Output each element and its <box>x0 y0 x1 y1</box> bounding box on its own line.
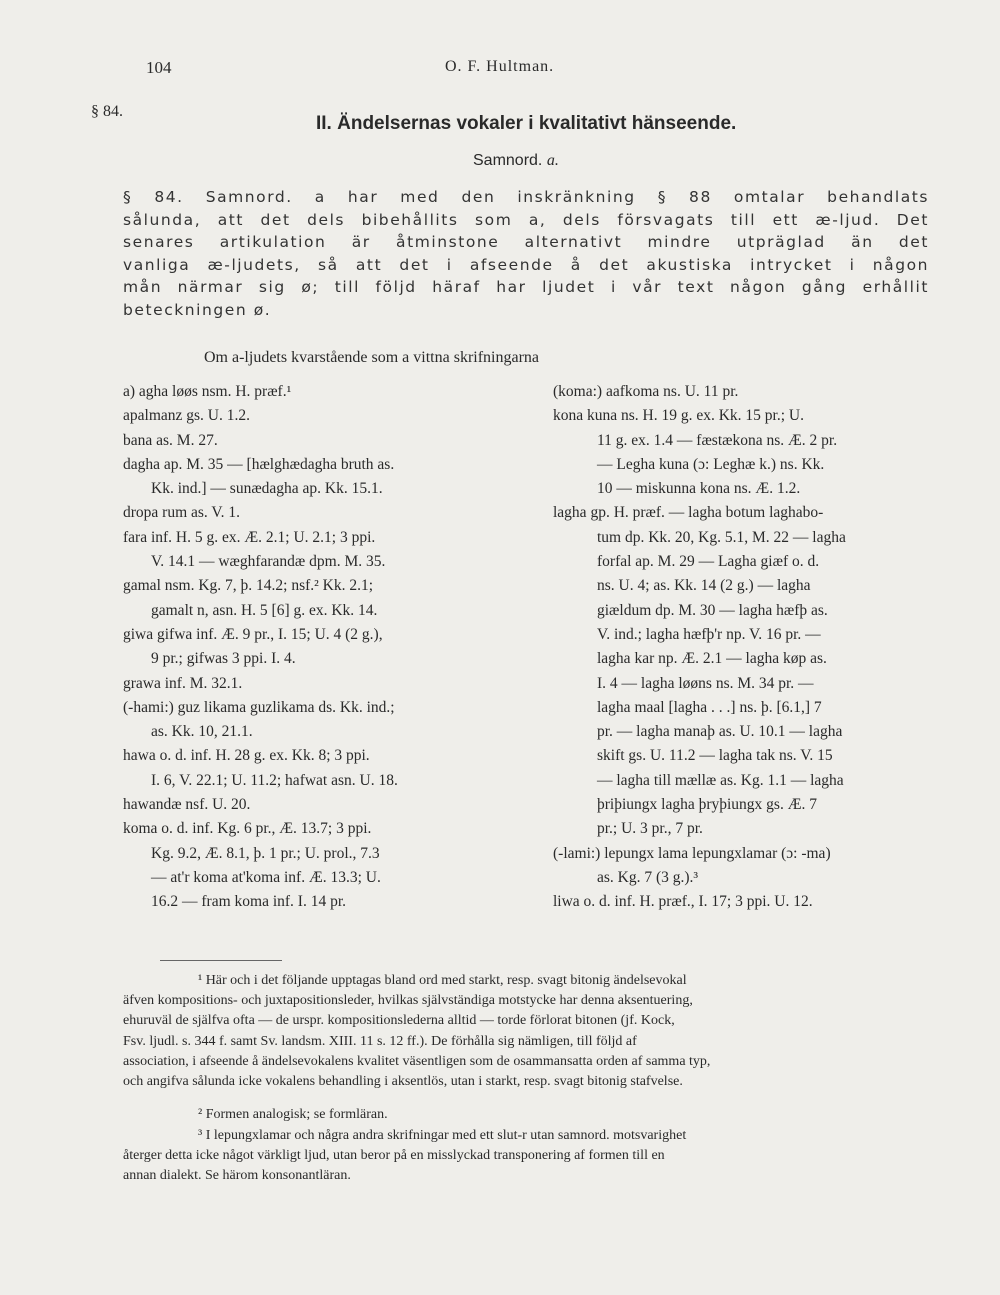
footnote-rule <box>160 960 282 961</box>
column-entry-line: tum dp. Kk. 20, Kg. 5.1, M. 22 — lagha <box>597 528 846 546</box>
column-entry-line: giældum dp. M. 30 — lagha hæfþ as. <box>597 601 828 619</box>
column-entry-line: (koma:) aafkoma ns. U. 11 pr. <box>553 383 739 400</box>
column-entry-line: Kg. 9.2, Æ. 8.1, þ. 1 pr.; U. prol., 7.3 <box>151 844 380 862</box>
footnote-1 <box>123 971 929 1092</box>
column-entry-line: Kk. ind.] — sunædagha ap. Kk. 15.1. <box>151 480 383 498</box>
column-entry-line: V. 14.1 — wæghfarandæ dpm. M. 35. <box>151 553 386 571</box>
paragraph-line: sålunda, att det dels bibehållits som a, dels försvagats till ett æ-ljud. Det <box>123 210 929 229</box>
column-entry-line: — at'r koma at'koma inf. Æ. 13.3; U. <box>151 868 381 886</box>
column-entry-line: liwa o. d. inf. H. præf., I. 17; 3 ppi. U. 12. <box>553 893 813 911</box>
footnote-line: äfven kompositions- och juxtapositionsleder, hvilkas självständiga motstycke har denna aksentuering, <box>123 993 693 1009</box>
column-entry-line: hawandæ nsf. U. 20. <box>123 796 251 814</box>
intro-line: Om a-ljudets kvarstående som a vittna skrifningarna <box>204 349 540 366</box>
column-entry-line: dagha ap. M. 35 — [hælghædagha bruth as. <box>123 455 395 473</box>
footnote-line: och angifva sålunda icke vokalens behandling i aksentlös, utan i starkt, resp. svagt bitonig stafvelse. <box>123 1074 683 1090</box>
column-entry-line: hawa o. d. inf. H. 28 g. ex. Kk. 8; 3 ppi. <box>123 747 370 765</box>
column-entry-line: skift gs. U. 11.2 — lagha tak ns. V. 15 <box>597 747 833 765</box>
column-entry-line: as. Kg. 7 (3 g.).³ <box>597 868 699 886</box>
column-entry-line: giwa gifwa inf. Æ. 9 pr., I. 15; U. 4 (2 g.), <box>123 625 383 643</box>
subheading-text: Samnord. <box>473 152 547 169</box>
column-entry-line: 10 — miskunna kona ns. Æ. 1.2. <box>597 480 801 498</box>
right-column <box>553 380 846 915</box>
paragraph-line: senares artikulation är åtminstone alternativt mindre utpräglad än det <box>123 233 929 251</box>
column-entry-line: apalmanz gs. U. 1.2. <box>123 407 250 425</box>
column-entry-line: as. Kk. 10, 21.1. <box>151 723 253 741</box>
column-entry-line: — lagha till mællæ as. Kg. 1.1 — lagha <box>597 771 844 789</box>
subheading <box>473 152 559 170</box>
margin-section-mark: § 84. <box>91 103 123 120</box>
column-entry-line: forfal ap. M. 29 — Lagha giæf o. d. <box>597 553 820 571</box>
column-entry-line: (-hami:) guz likama guzlikama ds. Kk. ind.; <box>123 698 395 716</box>
footnote-line: association, i afseende å ändelsevokalens kvalitet väsentligen som de osammansatta orden af samma typ, <box>123 1053 711 1069</box>
column-entry-line: I. 6, V. 22.1; U. 11.2; hafwat asn. U. 18. <box>151 771 398 789</box>
column-entry-line: ns. U. 4; as. Kk. 14 (2 g.) — lagha <box>597 577 811 595</box>
column-entry-line: kona kuna ns. H. 19 g. ex. Kk. 15 pr.; U. <box>553 407 804 425</box>
running-head: O. F. Hultman. <box>445 58 555 75</box>
column-entry-line: lagha gp. H. præf. — lagha botum laghabo- <box>553 504 824 522</box>
column-entry-line: 16.2 — fram koma inf. I. 14 pr. <box>151 893 347 911</box>
footnote-line: ehuruväl de själfva ofta — de urspr. kompositionslederna alltid — torde förlorat bitonen (jf. Kock, <box>123 1013 675 1029</box>
column-entry-line: 11 g. ex. 1.4 — fæstækona ns. Æ. 2 pr. <box>597 431 838 449</box>
column-entry-line: (-lami:) lepungx lama lepungxlamar (ɔ: -ma) <box>553 844 831 862</box>
column-entry-line: þriþiungx lagha þryþiungx gs. Æ. 7 <box>597 796 817 814</box>
paragraph-line: vanliga æ-ljudets, så att det i afseende å det akustiska intrycket i någon <box>123 255 929 274</box>
column-entry-line: pr.; U. 3 pr., 7 pr. <box>597 820 703 838</box>
column-entry-line: pr. — lagha manaþ as. U. 10.1 — lagha <box>597 723 843 741</box>
column-entry-line: a) agha løøs nsm. H. præf.¹ <box>123 383 292 400</box>
footnote-2 <box>123 1105 929 1125</box>
column-entry-line: V. ind.; lagha hæfþ'r np. V. 16 pr. — <box>597 625 821 643</box>
column-entry-line: gamal nsm. Kg. 7, þ. 14.2; nsf.² Kk. 2.1; <box>123 577 374 595</box>
footnote-line: ³ I lepungxlamar och några andra skrifningar med ett slut-r utan samnord. motsvarighet <box>198 1128 687 1143</box>
footnote-line: återger detta icke något värkligt ljud, utan beror på en misslyckad transponering af formen till en <box>123 1148 665 1164</box>
column-entry-line: fara inf. H. 5 g. ex. Æ. 2.1; U. 2.1; 3 ppi. <box>123 528 376 546</box>
column-entry-line: dropa rum as. V. 1. <box>123 504 240 522</box>
page-number: 104 <box>146 58 172 77</box>
column-entry-line: bana as. M. 27. <box>123 431 218 449</box>
column-entry-line: lagha maal [lagha . . .] ns. þ. [6.1,] 7 <box>597 698 822 716</box>
footnote-line: annan dialekt. Se härom konsonantläran. <box>123 1168 351 1184</box>
footnote-line: ¹ Här och i det följande upptagas bland ord med starkt, resp. svagt bitonig ändelsevokal <box>198 973 687 988</box>
section-heading: II. Ändelsernas vokaler i kvalitativt hänseende. <box>316 113 737 134</box>
footnote-line: Fsv. ljudl. s. 344 f. samt Sv. landsm. XIII. 11 s. 12 ff.). De förhålla sig nämligen, till följd af <box>123 1033 637 1049</box>
column-entry-line: 9 pr.; gifwas 3 ppi. I. 4. <box>151 650 296 668</box>
column-entry-line: grawa inf. M. 32.1. <box>123 674 243 692</box>
subheading-vowel: a. <box>546 152 559 169</box>
column-entry-line: — Legha kuna (ɔ: Leghæ k.) ns. Kk. <box>597 455 825 473</box>
column-entry-line: I. 4 — lagha løøns ns. M. 34 pr. — <box>597 674 814 692</box>
column-entry-line: gamalt n, asn. H. 5 [6] g. ex. Kk. 14. <box>151 601 378 619</box>
paragraph-line: beteckningen ø. <box>123 300 272 319</box>
main-paragraph <box>123 186 929 321</box>
footnote-3 <box>123 1126 929 1187</box>
paragraph-line: mån närmar sig ø; till följd häraf har ljudet i vår text någon gång erhållit <box>123 278 929 296</box>
column-entry-line: koma o. d. inf. Kg. 6 pr., Æ. 13.7; 3 ppi. <box>123 820 372 838</box>
left-column <box>123 380 398 915</box>
paragraph-line: § 84. Samnord. a har med den inskränkning § 88 omtalar behandlats <box>123 188 929 206</box>
column-entry-line: lagha kar np. Æ. 2.1 — lagha køp as. <box>597 650 827 668</box>
footnote-line: ² Formen analogisk; se formläran. <box>198 1107 388 1122</box>
